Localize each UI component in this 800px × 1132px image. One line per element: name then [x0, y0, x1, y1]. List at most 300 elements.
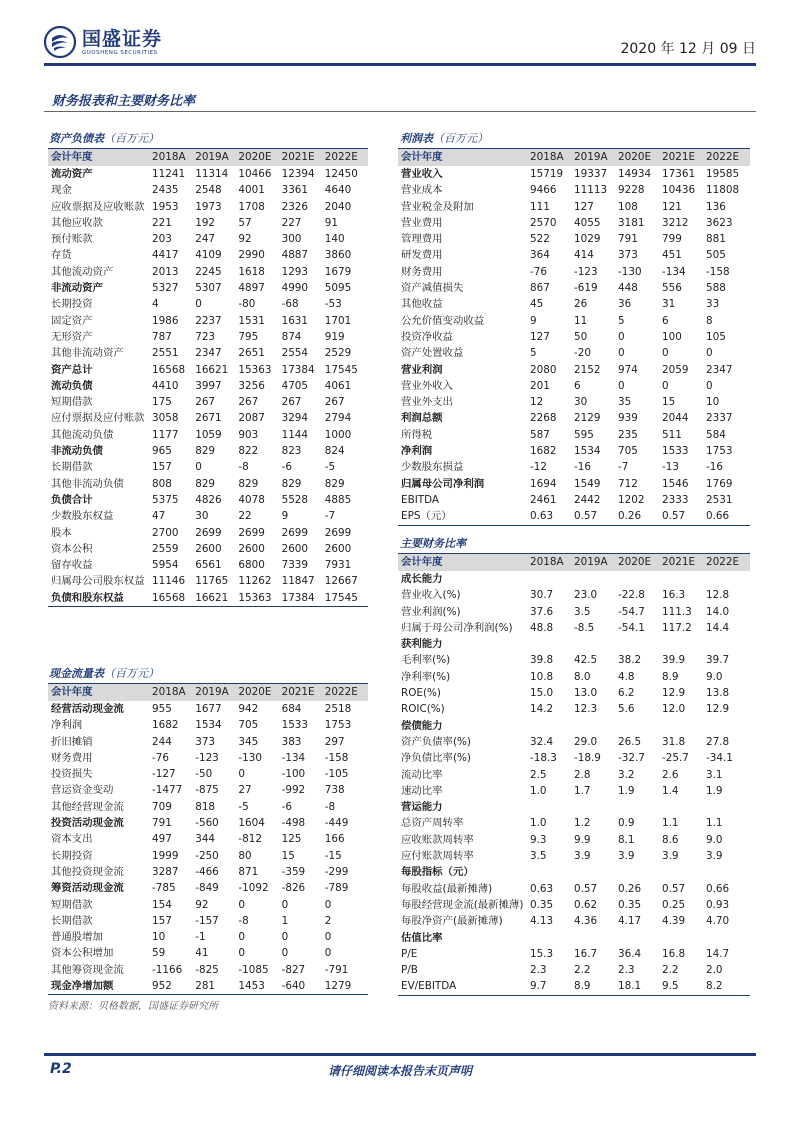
value-cell: 12450: [324, 168, 358, 180]
value-cell: 2600: [281, 542, 309, 555]
value-cell: 267: [238, 396, 259, 409]
value-cell: -826: [281, 882, 306, 895]
table-row: [48, 913, 368, 929]
value-cell: 4640: [324, 184, 352, 197]
ratios-title: [400, 535, 466, 551]
value-cell: 13.8: [706, 687, 730, 700]
value-cell: 795: [238, 330, 259, 343]
value-cell: -20: [574, 347, 591, 360]
value-cell: [574, 718, 618, 734]
value-cell: [530, 636, 574, 652]
value-cell: 974: [618, 363, 638, 376]
row-label: 流动负债: [51, 379, 93, 392]
value-cell: 4.13: [530, 915, 554, 928]
value-cell: 4078: [238, 493, 265, 506]
value-cell: -6: [281, 800, 292, 813]
value-cell: [530, 864, 574, 880]
value-cell: 45: [530, 298, 544, 311]
value-cell: -134: [662, 265, 686, 278]
value-cell: 0.93: [706, 898, 730, 911]
row-label: 净利率(%): [401, 670, 451, 683]
row-label: 净利润: [51, 719, 83, 732]
value-cell: 8.9: [662, 670, 679, 683]
value-cell: [618, 636, 662, 652]
table-row: [48, 345, 368, 361]
value-cell: 16.8: [662, 947, 686, 960]
value-cell: 157: [152, 914, 172, 927]
value-cell: 3.1: [706, 768, 723, 781]
row-label: 长期投资: [51, 298, 93, 311]
value-cell: 1533: [281, 719, 309, 732]
value-cell: 522: [530, 233, 550, 246]
value-cell: 8.9: [574, 978, 618, 995]
value-cell: -1: [195, 931, 206, 944]
row-label: 预付账款: [51, 233, 93, 246]
value-cell: 2245: [195, 265, 222, 278]
value-cell: 3997: [195, 379, 222, 392]
value-cell: 0: [618, 347, 625, 360]
table-row: [48, 296, 368, 312]
value-cell: 0: [662, 347, 669, 360]
value-cell: -68: [281, 298, 299, 311]
table-header-row: [48, 149, 368, 167]
header-year: 2021E: [662, 554, 706, 572]
value-cell: 1531: [238, 314, 265, 327]
value-cell: -54.7: [618, 605, 645, 618]
value-cell: 2326: [281, 200, 309, 213]
value-cell: 1534: [195, 719, 222, 732]
value-cell: 2794: [324, 412, 352, 425]
value-cell: -18.3: [530, 752, 557, 765]
value-cell: 5327: [152, 282, 179, 295]
row-label: 营运能力: [401, 801, 443, 814]
table-row: [398, 636, 750, 652]
value-cell: 8.1: [618, 833, 635, 846]
value-cell: 15.3: [530, 947, 554, 960]
value-cell: 0.26: [618, 508, 662, 525]
row-label: 负债合计: [51, 493, 93, 506]
value-cell: 5954: [152, 559, 179, 572]
value-cell: 505: [706, 249, 726, 262]
value-cell: 17361: [662, 168, 696, 180]
value-cell: 17545: [325, 590, 368, 607]
value-cell: 9.5: [662, 978, 706, 995]
value-cell: 0: [324, 947, 332, 960]
value-cell: 2700: [152, 526, 179, 539]
value-cell: 31: [662, 298, 676, 311]
value-cell: 2.8: [574, 768, 591, 781]
value-cell: 92: [195, 898, 209, 911]
value-cell: 166: [324, 833, 345, 846]
value-cell: 3.9: [662, 850, 679, 863]
value-cell: [662, 636, 706, 652]
balance-sheet-title-text: 资产负债表: [49, 132, 104, 145]
value-cell: 10: [152, 931, 166, 944]
value-cell: 0.57: [662, 882, 686, 895]
value-cell: [706, 571, 750, 587]
value-cell: 39.7: [706, 654, 730, 667]
value-cell: -158: [706, 265, 730, 278]
table-row: [398, 427, 750, 443]
value-cell: 4.39: [662, 915, 686, 928]
value-cell: -15: [324, 849, 342, 862]
value-cell: 497: [152, 833, 172, 846]
table-row: [398, 587, 750, 603]
table-row: [398, 215, 750, 231]
value-cell: [618, 799, 662, 815]
row-label: 营业利润: [401, 363, 443, 376]
value-cell: 9: [281, 510, 289, 523]
row-label: 投资活动现金流: [51, 817, 124, 830]
value-cell: -619: [574, 282, 598, 295]
value-cell: 1631: [281, 314, 309, 327]
value-cell: 3.5: [530, 850, 547, 863]
value-cell: -54.1: [618, 621, 645, 634]
value-cell: 705: [618, 445, 638, 458]
value-cell: 4.8: [618, 670, 635, 683]
value-cell: 35: [618, 396, 632, 409]
value-cell: 157: [152, 461, 172, 474]
table-row: [398, 476, 750, 492]
value-cell: 30: [574, 396, 588, 409]
table-row: [398, 783, 750, 799]
value-cell: 9.0: [706, 670, 723, 683]
row-label: 投资净收益: [401, 330, 453, 343]
table-row: [48, 427, 368, 443]
row-label: 净利润: [401, 445, 433, 458]
value-cell: 1677: [195, 703, 222, 715]
cashflow-unit: （百万元）: [104, 667, 159, 680]
value-cell: 955: [152, 703, 172, 715]
value-cell: 0.63: [530, 882, 554, 895]
value-cell: 32.4: [530, 735, 554, 748]
value-cell: 829: [195, 477, 216, 490]
value-cell: -1092: [238, 882, 269, 895]
value-cell: 19585: [706, 168, 740, 180]
value-cell: 15363: [238, 363, 272, 376]
value-cell: 16.3: [662, 589, 686, 602]
value-cell: 942: [238, 703, 259, 715]
value-cell: 2548: [195, 184, 222, 197]
value-cell: 2699: [195, 526, 222, 539]
value-cell: 0.35: [530, 898, 554, 911]
value-cell: 11: [574, 314, 588, 327]
table-row: [398, 815, 750, 831]
header-year: 2019A: [574, 554, 618, 572]
value-cell: 36: [618, 298, 632, 311]
value-cell: 808: [152, 477, 172, 490]
header-year: 2020E: [238, 684, 281, 702]
value-cell: 451: [662, 249, 682, 262]
value-cell: 221: [152, 216, 172, 229]
row-label: 资本支出: [51, 833, 93, 846]
row-label: 应收账款周转率: [401, 833, 474, 846]
cashflow-title-text: 现金流量表: [49, 667, 104, 680]
value-cell: 5: [530, 347, 537, 360]
value-cell: 0: [238, 947, 246, 960]
row-label: 财务费用: [401, 265, 443, 278]
value-cell: 1618: [238, 265, 265, 278]
row-label: 毛利率(%): [401, 654, 451, 667]
row-label: 留存收益: [51, 559, 93, 572]
row-label: 归属母公司净利润: [401, 477, 485, 490]
value-cell: 39.9: [662, 654, 686, 667]
value-cell: -791: [324, 963, 349, 976]
table-row: [48, 880, 368, 896]
value-cell: [618, 930, 662, 946]
row-label: 其他非流动负债: [51, 477, 124, 490]
cashflow-table: [48, 683, 368, 995]
table-row: [48, 394, 368, 410]
row-label: 资本公积: [51, 542, 93, 555]
header-label: 会计年度: [48, 149, 152, 167]
value-cell: 2570: [530, 216, 557, 229]
value-cell: -16: [574, 461, 591, 474]
value-cell: 587: [530, 428, 550, 441]
value-cell: 2347: [195, 347, 222, 360]
value-cell: 1682: [152, 719, 179, 732]
row-label: 管理费用: [401, 233, 443, 246]
value-cell: 267: [281, 396, 302, 409]
table-row: [48, 492, 368, 508]
value-cell: 14.2: [530, 703, 554, 716]
value-cell: 14.0: [706, 605, 730, 618]
value-cell: 125: [281, 833, 302, 846]
row-label: 非流动资产: [51, 282, 103, 295]
row-label: 存货: [51, 249, 72, 262]
value-cell: 121: [662, 200, 682, 213]
value-cell: 2531: [706, 493, 733, 506]
table-row: [398, 410, 750, 426]
table-row: [398, 571, 750, 587]
table-row: [48, 410, 368, 426]
value-cell: 12394: [281, 168, 315, 180]
header-year: 2022E: [706, 149, 750, 167]
row-label: 每股收益(最新摊薄): [401, 882, 493, 895]
table-row: [48, 864, 368, 880]
value-cell: 300: [281, 233, 302, 246]
row-label: 现金净增加额: [48, 978, 152, 995]
value-cell: 4109: [195, 249, 222, 262]
value-cell: -25.7: [662, 752, 689, 765]
header-year: 2021E: [282, 684, 325, 702]
table-row: [48, 215, 368, 231]
header-divider: [44, 63, 756, 66]
value-cell: -158: [324, 751, 349, 764]
value-cell: 723: [195, 330, 216, 343]
header-year: 2018A: [530, 149, 574, 167]
value-cell: 874: [281, 330, 302, 343]
value-cell: 1.9: [618, 784, 635, 797]
value-cell: 3.9: [618, 850, 635, 863]
value-cell: 867: [530, 282, 550, 295]
value-cell: 3.9: [574, 850, 591, 863]
value-cell: -50: [195, 768, 213, 781]
row-label: 获利能力: [401, 638, 443, 651]
value-cell: 39.8: [530, 654, 554, 667]
value-cell: 345: [238, 735, 259, 748]
value-cell: 829: [195, 445, 216, 458]
value-cell: 30.7: [530, 589, 554, 602]
header-year: 2020E: [618, 554, 662, 572]
value-cell: 10466: [238, 168, 272, 180]
table-row: [398, 362, 750, 378]
value-cell: [662, 864, 706, 880]
value-cell: 2.0: [706, 964, 723, 977]
value-cell: 136: [706, 200, 726, 213]
value-cell: 1.1: [706, 817, 723, 830]
table-row: [48, 247, 368, 263]
value-cell: 2040: [324, 200, 352, 213]
value-cell: 5.6: [618, 703, 635, 716]
value-cell: 1453: [238, 978, 281, 995]
table-row: [48, 557, 368, 573]
table-row: [48, 166, 368, 182]
value-cell: 11241: [152, 168, 186, 180]
value-cell: 1999: [152, 849, 179, 862]
value-cell: 595: [574, 428, 594, 441]
row-label: 应付账款周转率: [401, 850, 474, 863]
row-label: 营业利润(%): [401, 605, 461, 618]
table-row: [398, 199, 750, 215]
table-row: [398, 508, 750, 525]
value-cell: 7339: [281, 559, 309, 572]
value-cell: 12.0: [662, 703, 686, 716]
value-cell: 0.66: [706, 882, 730, 895]
value-cell: 903: [238, 428, 259, 441]
value-cell: 12: [530, 396, 544, 409]
table-row: [398, 718, 750, 734]
table-row: [398, 946, 750, 962]
value-cell: -785: [152, 882, 176, 895]
value-cell: -8: [324, 800, 336, 813]
table-row: [398, 247, 750, 263]
value-cell: 3058: [152, 412, 179, 425]
value-cell: -849: [195, 882, 219, 895]
value-cell: 1.2: [574, 817, 591, 830]
row-label: P/B: [401, 964, 418, 977]
value-cell: [662, 718, 706, 734]
value-cell: -449: [324, 817, 349, 830]
value-cell: -827: [281, 963, 306, 976]
row-label: 折旧摊销: [51, 735, 93, 748]
value-cell: -560: [195, 817, 219, 830]
row-label: 速动比率: [401, 784, 443, 797]
row-label: 现金: [51, 184, 72, 197]
value-cell: 12.9: [706, 703, 730, 716]
footer-divider: [44, 1053, 756, 1056]
table-row: [48, 199, 368, 215]
page-number: P.2: [50, 1061, 72, 1077]
value-cell: 281: [195, 978, 238, 995]
ratios-table: [398, 553, 750, 996]
value-cell: 17384: [282, 590, 325, 607]
table-row: [398, 296, 750, 312]
value-cell: 100: [662, 330, 682, 343]
value-cell: [574, 864, 618, 880]
table-row: [398, 962, 750, 978]
row-label: 营业外收入: [401, 379, 453, 392]
value-cell: 111: [530, 200, 550, 213]
row-label: 利润总额: [401, 412, 443, 425]
value-cell: 3294: [281, 412, 309, 425]
value-cell: 0.62: [574, 898, 598, 911]
value-cell: 5: [618, 314, 625, 327]
value-cell: 10.8: [530, 670, 554, 683]
value-cell: 822: [238, 445, 259, 458]
table-header-row: [398, 149, 750, 167]
value-cell: 9.9: [574, 833, 591, 846]
value-cell: 11262: [238, 575, 272, 588]
value-cell: 0: [324, 931, 332, 944]
value-cell: 1.9: [706, 784, 723, 797]
value-cell: -13: [662, 461, 679, 474]
row-label: 应付票据及应付账款: [51, 412, 145, 425]
table-header-row: [48, 684, 368, 702]
value-cell: 0: [662, 379, 669, 392]
row-label: 非流动负债: [51, 445, 103, 458]
row-label: 流动资产: [51, 168, 93, 180]
table-row: [48, 848, 368, 864]
table-row: [48, 459, 368, 475]
header-year: 2019A: [195, 684, 238, 702]
value-cell: [618, 571, 662, 587]
value-cell: 9: [530, 314, 537, 327]
value-cell: 31.8: [662, 735, 686, 748]
value-cell: 10436: [662, 184, 696, 197]
value-cell: 1279: [325, 978, 368, 995]
row-label: 资产减值损失: [401, 282, 464, 295]
row-label: 筹资活动现金流: [51, 882, 124, 895]
value-cell: -34.1: [706, 752, 733, 765]
value-cell: 0: [324, 898, 332, 911]
header-year: 2021E: [662, 149, 706, 167]
value-cell: 92: [238, 233, 252, 246]
value-cell: 9.3: [530, 833, 547, 846]
value-cell: 1953: [152, 200, 179, 213]
value-cell: 8: [706, 314, 713, 327]
value-cell: 0: [618, 379, 625, 392]
row-label: 营运资金变动: [51, 784, 114, 797]
row-label: 其他收益: [401, 298, 443, 311]
row-label: 流动比率: [401, 768, 443, 781]
value-cell: 2699: [281, 526, 309, 539]
value-cell: -789: [324, 882, 349, 895]
value-cell: 2671: [195, 412, 222, 425]
value-cell: 36.4: [618, 947, 642, 960]
cashflow-title: [49, 665, 159, 681]
value-cell: 27.8: [706, 735, 730, 748]
value-cell: 705: [238, 719, 259, 732]
value-cell: -32.7: [618, 752, 645, 765]
report-date: 2020 年 12 月 09 日: [620, 41, 756, 57]
value-cell: 881: [706, 233, 726, 246]
value-cell: 952: [152, 978, 195, 995]
table-row: [398, 443, 750, 459]
value-cell: 1986: [152, 314, 179, 327]
value-cell: 1029: [574, 233, 601, 246]
row-label: EBITDA: [401, 493, 440, 506]
value-cell: 14.4: [706, 621, 730, 634]
row-label: 长期借款: [51, 914, 93, 927]
value-cell: -1477: [152, 784, 183, 797]
value-cell: 11808: [706, 184, 740, 197]
value-cell: 154: [152, 898, 172, 911]
header-year: 2022E: [325, 684, 368, 702]
header-year: 2018A: [152, 684, 195, 702]
value-cell: 871: [238, 865, 259, 878]
value-cell: -1166: [152, 963, 183, 976]
